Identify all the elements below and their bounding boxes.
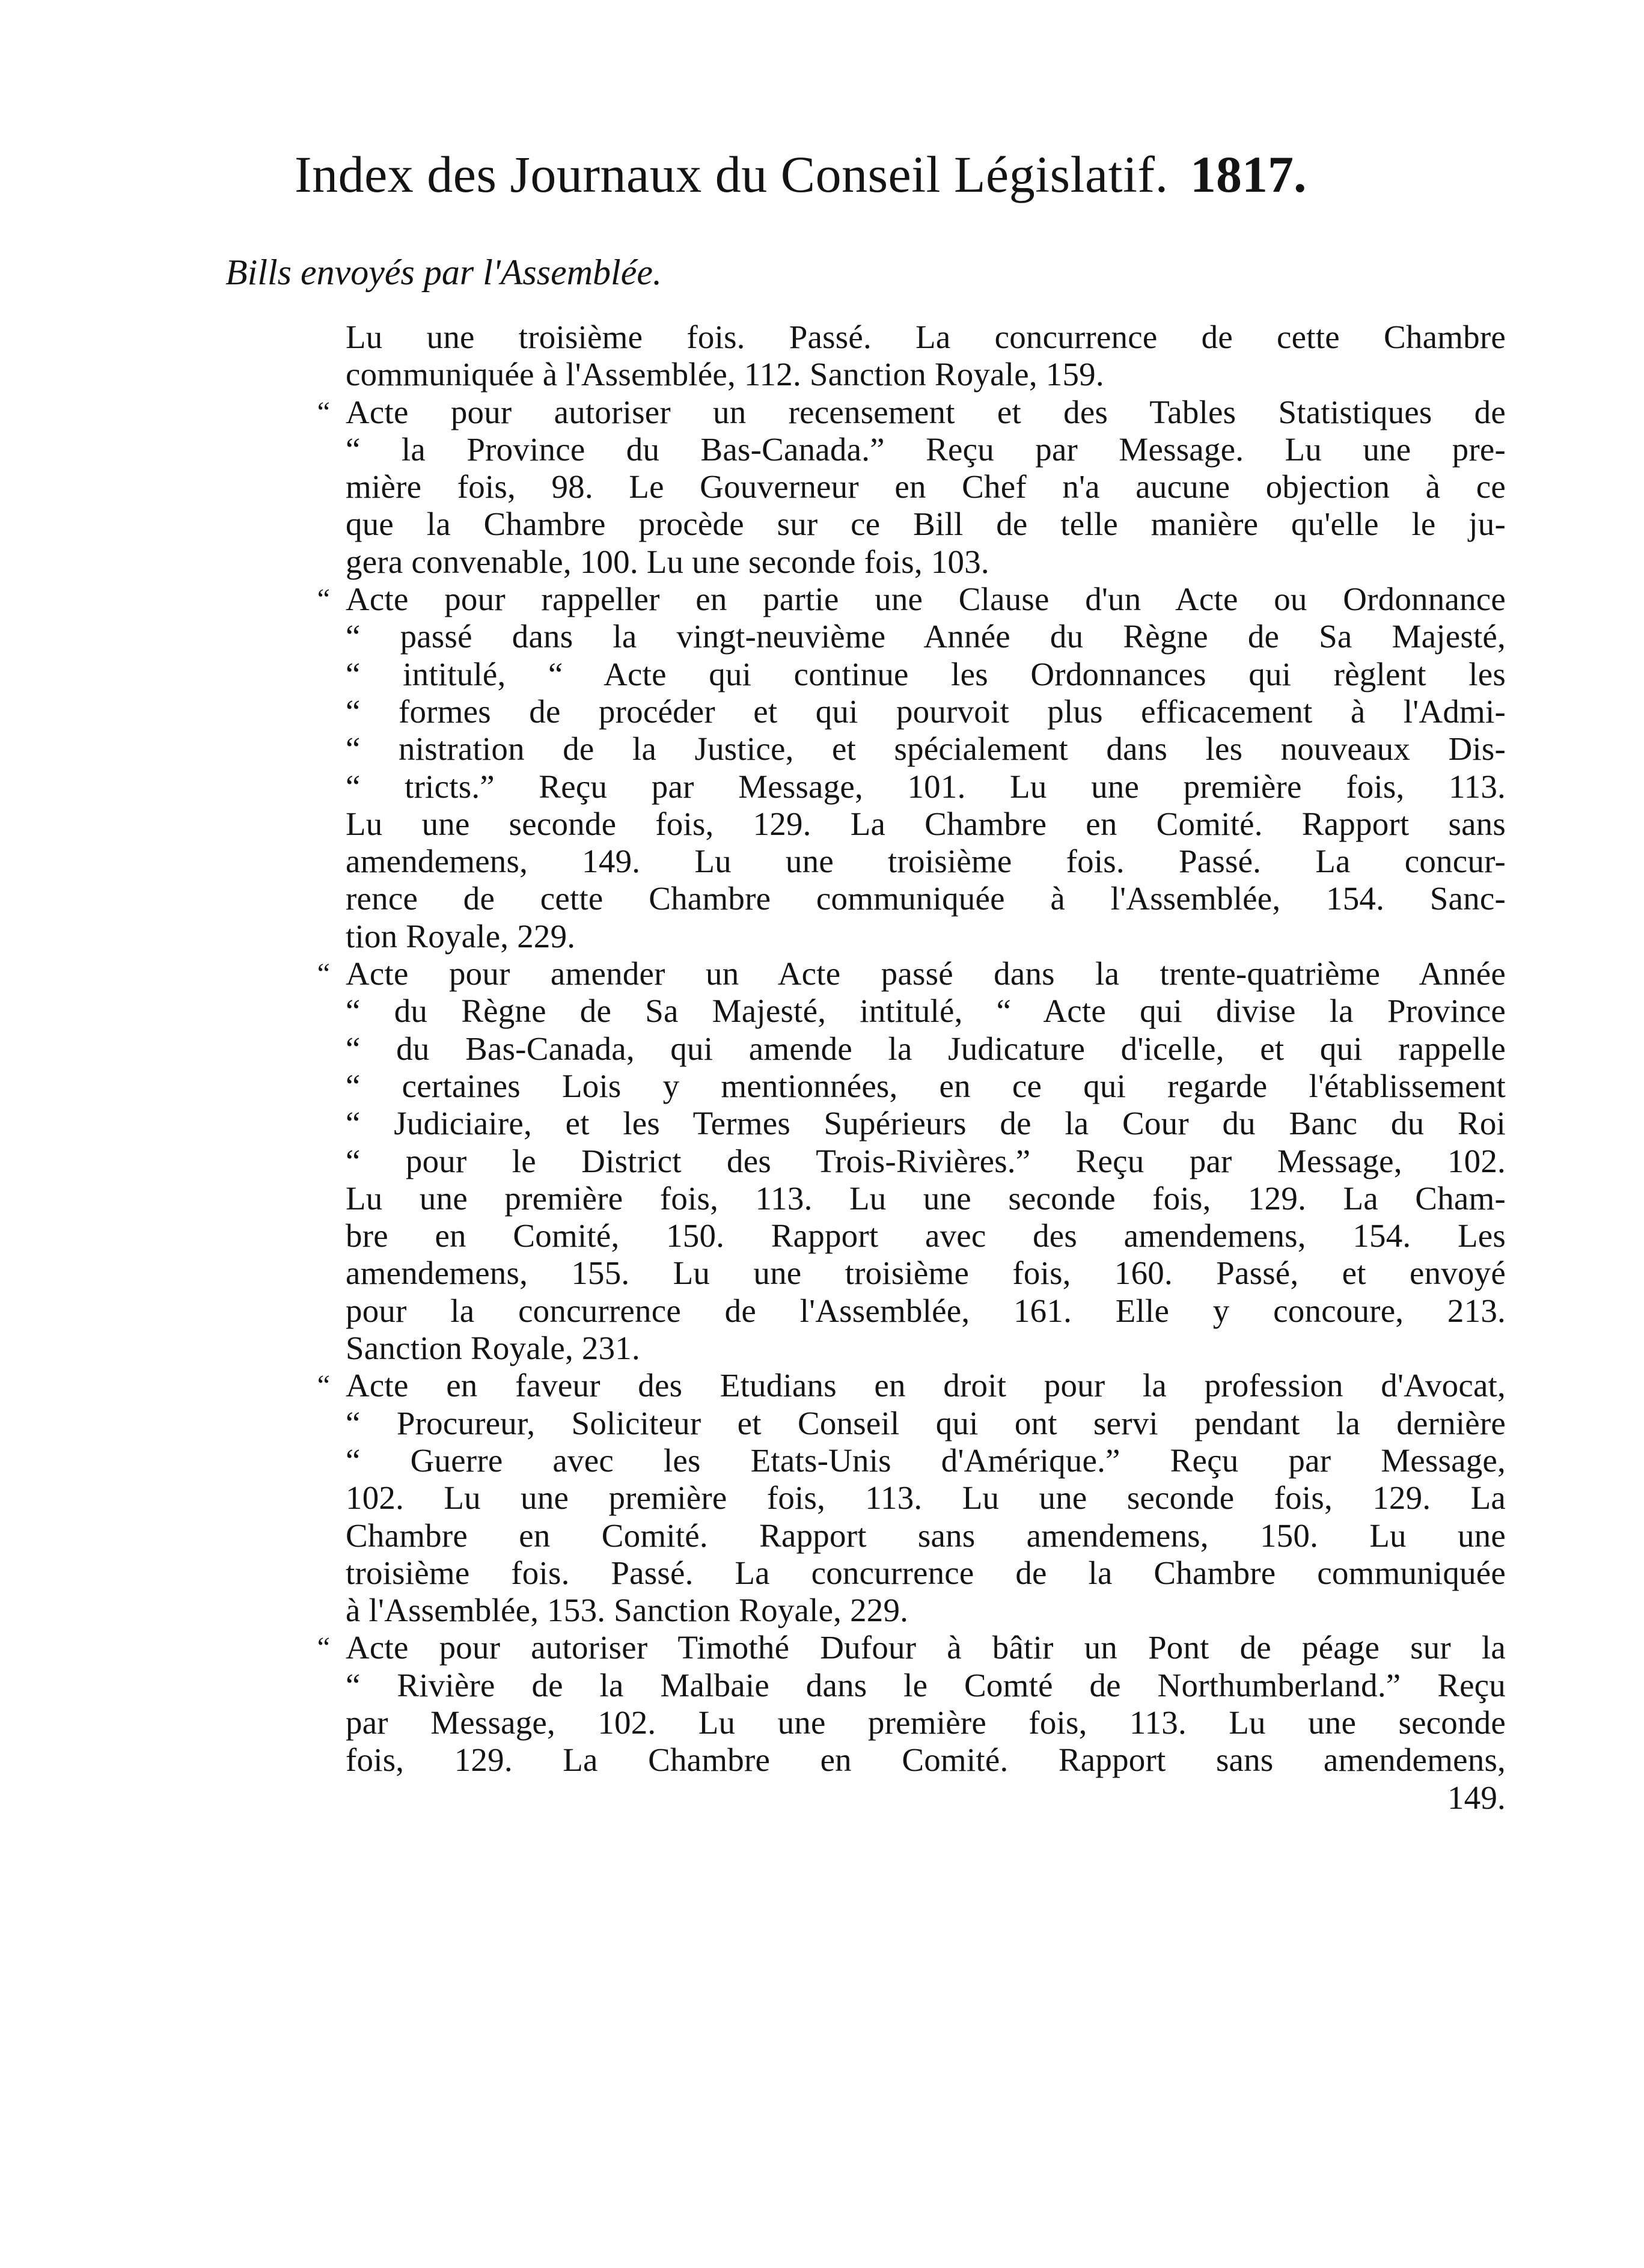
entry-line: rence de cette Chambre communiquée à l'Assemblée, 154. Sanc- (346, 880, 1506, 917)
page-year: 1817. (1190, 145, 1307, 203)
entry-line: pour la concurrence de l'Assemblée, 161. Elle y concoure, 213. (346, 1292, 1506, 1329)
section-heading: Bills envoyés par l'Assemblée. (225, 252, 662, 292)
entry-line: Lu une première fois, 113. Lu une seconde fois, 129. La Cham- (346, 1179, 1506, 1217)
opening-quote-mark: “ (317, 1369, 330, 1402)
entry-line: “ Guerre avec les Etats-Unis d'Amérique.” Reçu par Message, (346, 1441, 1506, 1479)
page-header (295, 135, 1497, 213)
entry-line: fois, 129. La Chambre en Comité. Rapport sans amendemens, (346, 1741, 1506, 1779)
entry-line: que la Chambre procède sur ce Bill de telle manière qu'elle le ju- (346, 506, 1506, 543)
entry-line: tion Royale, 229. (346, 917, 576, 955)
entry-line: bre en Comité, 150. Rapport avec des amendemens, 154. Les (346, 1217, 1506, 1255)
entry-line: “ nistration de la Justice, et spécialement dans les nouveaux Dis- (346, 730, 1506, 768)
entry-line: amendemens, 149. Lu une troisième fois. Passé. La concur- (346, 843, 1506, 880)
entry-line: “ Rivière de la Malbaie dans le Comté de Northumberland.” Reçu (346, 1666, 1506, 1704)
index-entry (317, 393, 1506, 581)
entry-line: Acte pour autoriser un recensement et des Tables Statistiques de (346, 393, 1506, 430)
entry-line: “ Judiciaire, et les Termes Supérieurs de la Cour du Banc du Roi (346, 1105, 1506, 1142)
continuation-page-number: 149. (1447, 1779, 1506, 1816)
entry-line: à l'Assemblée, 153. Sanction Royale, 229. (346, 1592, 909, 1629)
opening-quote-mark: “ (317, 583, 330, 616)
opening-quote-mark: “ (317, 1631, 330, 1664)
page-title: Index des Journaux du Conseil Législatif. (295, 145, 1169, 203)
opening-quote-mark: “ (317, 396, 330, 428)
entry-line: “ formes de procéder et qui pourvoit plus efficacement à l'Admi- (346, 692, 1506, 730)
index-entry (317, 955, 1506, 1367)
entry-line: “ Procureur, Soliciteur et Conseil qui ont servi pendant la dernière (346, 1404, 1506, 1441)
entry-line: “ la Province du Bas-Canada.” Reçu par Message. Lu une pre- (346, 430, 1506, 468)
entry-line: mière fois, 98. Le Gouverneur en Chef n'a aucune objection à ce (346, 468, 1506, 506)
entry-line: Lu une troisième fois. Passé. La concurrence de cette Chambre (346, 319, 1506, 355)
entry-line: “ intitulé, “ Acte qui continue les Ordonnances qui règlent les (346, 655, 1506, 692)
entry-line: 102. Lu une première fois, 113. Lu une seconde fois, 129. La (346, 1479, 1506, 1517)
entry-line: “ passé dans la vingt-neuvième Année du Règne de Sa Majesté, (346, 618, 1506, 655)
index-entry (317, 1629, 1506, 1779)
index-entry (346, 319, 1506, 394)
entry-line: “ certaines Lois y mentionnées, en ce qui regarde l'établissement (346, 1067, 1506, 1104)
entry-line: Acte pour amender un Acte passé dans la trente-quatrième Année (346, 955, 1506, 992)
entry-line: Acte pour rappeller en partie une Clause d'un Acte ou Ordonnance (346, 581, 1506, 618)
entry-line: Chambre en Comité. Rapport sans amendemens, 150. Lu une (346, 1517, 1506, 1554)
index-body (317, 319, 1506, 1817)
entry-line: Sanction Royale, 231. (346, 1330, 640, 1367)
entry-line: Lu une seconde fois, 129. La Chambre en Comité. Rapport sans (346, 805, 1506, 842)
entry-line: communiquée à l'Assemblée, 112. Sanction Royale, 159. (346, 356, 1104, 393)
opening-quote-mark: “ (317, 958, 330, 990)
entry-line: “ du Règne de Sa Majesté, intitulé, “ Acte qui divise la Province (346, 992, 1506, 1030)
index-entry (317, 1367, 1506, 1629)
entry-line: Acte en faveur des Etudians en droit pour la profession d'Avocat, (346, 1367, 1506, 1404)
entry-line: “ du Bas-Canada, qui amende la Judicature d'icelle, et qui rappelle (346, 1030, 1506, 1067)
entry-line: “ pour le District des Trois-Rivières.” Reçu par Message, 102. (346, 1142, 1506, 1179)
entry-line: troisième fois. Passé. La concurrence de la Chambre communiquée (346, 1554, 1506, 1591)
entry-line: amendemens, 155. Lu une troisième fois, 160. Passé, et envoyé (346, 1255, 1506, 1292)
entry-line: Acte pour autoriser Timothé Dufour à bâtir un Pont de péage sur la (346, 1629, 1506, 1666)
entry-line: par Message, 102. Lu une première fois, 113. Lu une seconde (346, 1704, 1506, 1741)
index-entry (317, 581, 1506, 955)
entry-line: “ tricts.” Reçu par Message, 101. Lu une première fois, 113. (346, 768, 1506, 805)
entry-line: gera convenable, 100. Lu une seconde fois, 103. (346, 543, 989, 580)
